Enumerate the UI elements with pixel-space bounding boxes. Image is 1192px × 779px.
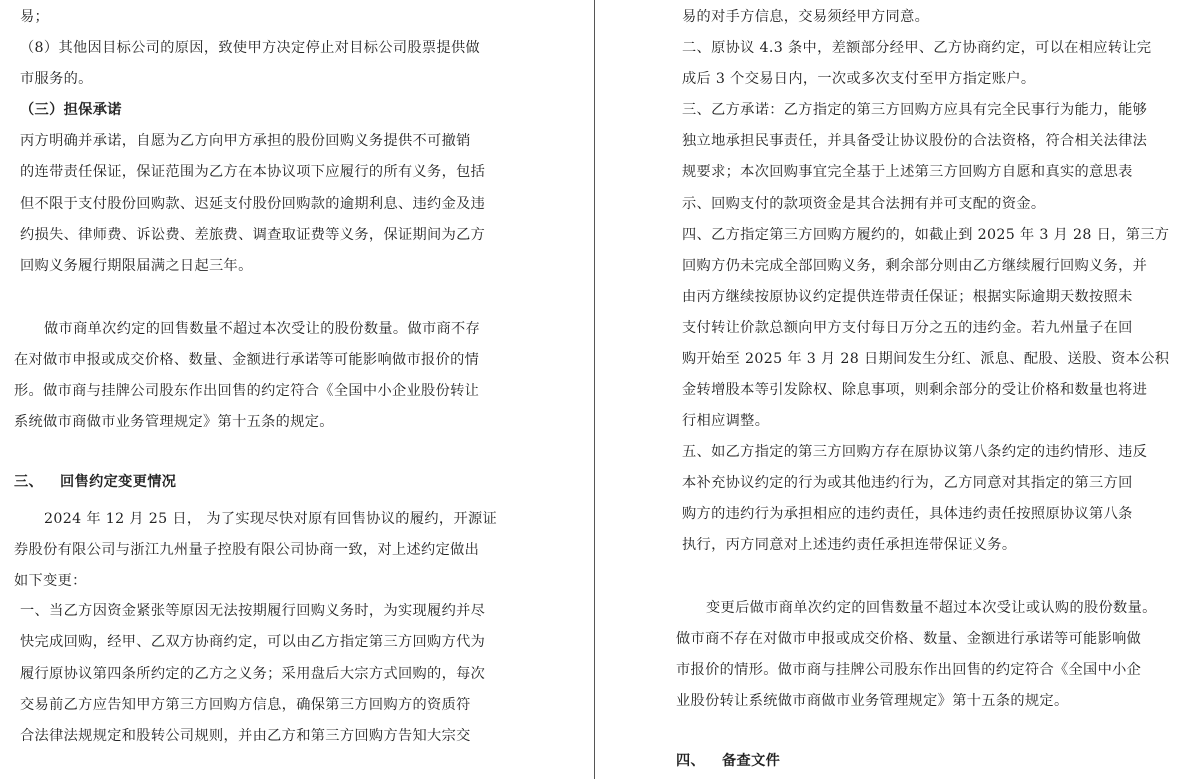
page-divider	[594, 0, 595, 779]
body-text-line: 丙方明确并承诺，自愿为乙方向甲方承担的股份回购义务提供不可撤销	[20, 133, 471, 149]
list-item-2: 二、原协议 4.3 条中，差额部分经甲、乙方协商约定，可以在相应转让完	[682, 40, 1152, 56]
body-text-line: 形。做市商与挂牌公司股东作出回售的约定符合《全国中小企业股份转让	[14, 383, 480, 399]
body-text-line: 但不限于支付股份回购款、迟延支付股份回购款的逾期利息、违约金及违	[20, 196, 486, 212]
body-text-line: 独立地承担民事责任，并具备受让协议股份的合法资格，符合相关法律法	[682, 133, 1148, 149]
paragraph-first-line: 做市商单次约定的回售数量不超过本次受让的股份数量。做市商不存	[44, 321, 481, 337]
body-text-line: 在对做市申报或成交价格、数量、金额进行承诺等可能影响做市报价的情	[14, 352, 480, 368]
body-text-line: 支付转让价款总额向甲方支付每日万分之五的违约金。若九州量子在回	[682, 320, 1133, 336]
body-text-line: 规要求；本次回购事宜完全基于上述第三方回购方自愿和真实的意思表	[682, 164, 1133, 180]
paragraph-first-line: 2024 年 12 月 25 日， 为了实现尽快对原有回售协议的履约，开源证	[44, 511, 498, 527]
body-text-line: 购方的违约行为承担相应的违约责任，具体违约责任按照原协议第八条	[682, 506, 1133, 522]
body-text-line: 执行，丙方同意对上述违约责任承担连带保证义务。	[682, 537, 1017, 553]
list-item-4: 四、乙方指定第三方回购方履约的，如截止到 2025 年 3 月 28 日，第三方	[682, 227, 1170, 243]
section-number: 三、	[14, 474, 44, 490]
list-item-8: （8）其他因目标公司的原因，致使甲方决定停止对目标公司股票提供做	[20, 40, 481, 56]
body-text-line: 市服务的。	[20, 71, 93, 87]
section-heading-3	[14, 472, 176, 492]
section-number: 四、	[676, 753, 706, 769]
body-text-line: 券股份有限公司与浙江九州量子控股有限公司协商一致，对上述约定做出	[14, 542, 480, 558]
section-title: 备查文件	[722, 753, 781, 769]
right-document-page	[596, 0, 1192, 779]
body-text-line: 履行原协议第四条所约定的乙方之义务；采用盘后大宗方式回购的，每次	[20, 666, 486, 682]
body-text-line: 的连带责任保证，保证范围为乙方在本协议项下应履行的所有义务，包括	[20, 164, 486, 180]
body-text-line: 快完成回购，经甲、乙双方协商约定，可以由乙方指定第三方回购方代为	[20, 634, 486, 650]
list-item-1: 一、当乙方因资金紧张等原因无法按期履行回购义务时，为实现履约并尽	[20, 603, 486, 619]
body-text-line: 交易前乙方应告知甲方第三方回购方信息，确保第三方回购方的资质符	[20, 697, 471, 713]
subheading-guarantee: （三）担保承诺	[20, 102, 122, 118]
body-text-line: 金转增股本等引发除权、除息事项，则剩余部分的受让价格和数量也将进	[682, 382, 1148, 398]
paragraph-first-line: 变更后做市商单次约定的回售数量不超过本次受让或认购的股份数量。	[706, 600, 1157, 616]
body-text-line: 市报价的情形。做市商与挂牌公司股东作出回售的约定符合《全国中小企	[676, 662, 1142, 678]
body-text-line: 业股份转让系统做市商做市业务管理规定》第十五条的规定。	[676, 693, 1069, 709]
body-text-line: 购开始至 2025 年 3 月 28 日期间发生分红、派息、配股、送股、资本公积	[682, 351, 1170, 367]
body-text-line: 回购义务履行期限届满之日起三年。	[20, 258, 253, 274]
body-text-line: 易；	[20, 9, 50, 25]
body-text-line: 做市商不存在对做市申报或成交价格、数量、金额进行承诺等可能影响做	[676, 631, 1142, 647]
list-item-5: 五、如乙方指定的第三方回购方存在原协议第八条约定的违约情形、违反	[682, 444, 1148, 460]
body-text-line: 约损失、律师费、诉讼费、差旅费、调查取证费等义务，保证期间为乙方	[20, 227, 486, 243]
body-text-line: 成后 3 个交易日内，一次或多次支付至甲方指定账户。	[682, 71, 1036, 87]
body-text-line: 由丙方继续按原协议约定提供连带责任保证；根据实际逾期天数按照未	[682, 289, 1133, 305]
section-heading-4	[676, 751, 780, 771]
body-text-line: 本补充协议约定的行为或其他违约行为，乙方同意对其指定的第三方回	[682, 475, 1133, 491]
body-text-line: 易的对手方信息，交易须经甲方同意。	[682, 9, 930, 25]
list-item-3: 三、乙方承诺：乙方指定的第三方回购方应具有完全民事行为能力，能够	[682, 102, 1148, 118]
body-text-line: 系统做市商做市业务管理规定》第十五条的规定。	[14, 414, 334, 430]
body-text-line: 示、回购支付的款项资金是其合法拥有并可支配的资金。	[682, 196, 1046, 212]
body-text-line: 回购方仍未完成全部回购义务，剩余部分则由乙方继续履行回购义务，并	[682, 258, 1148, 274]
left-document-page	[0, 0, 594, 779]
body-text-line: 行相应调整。	[682, 413, 770, 429]
section-title: 回售约定变更情况	[60, 474, 177, 490]
body-text-line: 合法律法规规定和股转公司规则，并由乙方和第三方回购方告知大宗交	[20, 728, 471, 744]
body-text-line: 如下变更：	[14, 573, 87, 589]
